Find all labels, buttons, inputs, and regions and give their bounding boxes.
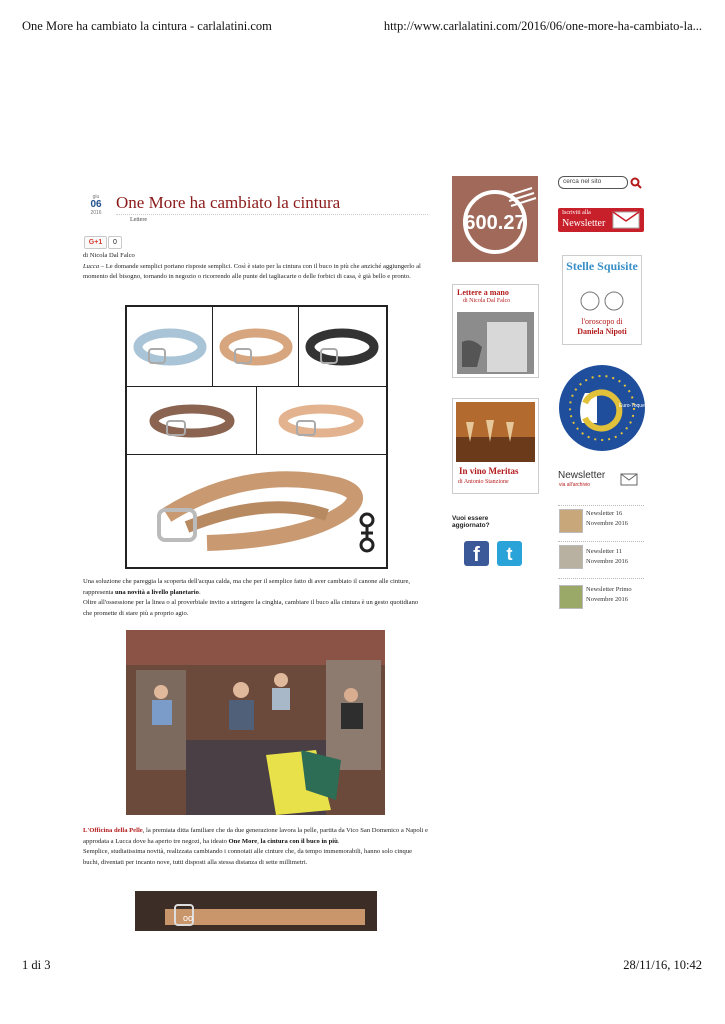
mail-icon[interactable] [620,473,638,486]
belt-photo-large [126,454,387,568]
workshop-photo-image [126,630,385,815]
belt-black-image [299,307,386,387]
officina-link[interactable]: L'Officina della Pelle [83,827,143,834]
article-intro [83,251,428,283]
paragraph-2 [83,577,428,598]
eurotoques-label: Euro-Toques [619,403,647,409]
article-title[interactable]: One More ha cambiato la cintura [116,193,341,212]
paragraph-2-end: . [198,588,201,596]
post-date [86,194,106,216]
belt-tan-image [213,307,299,387]
gplus-button[interactable]: G+1 [84,236,107,249]
belt-photo-light-blue [126,306,214,388]
paragraph-5: Semplice, studiatissima novità, realizzata cambiando i connotati alle cinture che, da tempo immemorabili, hanno solo cinque buchi, diventati per incanto nove, tutti disposti alla stessa distanza di sette millimetri. [83,848,413,866]
paragraph-4-mid: , [257,837,261,845]
newsletter-thumb-2[interactable] [559,545,583,569]
post-date-month: giu [92,194,100,200]
search-placeholder: cerca nel sito [563,178,602,185]
newsletter-2-line1: Newsletter 11 [586,548,623,555]
newsletter-item-1[interactable] [586,509,628,529]
newsletter-item-2[interactable] [586,547,628,567]
paragraph-4-end: . [337,837,340,845]
invino-image [456,402,535,462]
lettere-title: Lettere a mano [457,288,509,297]
invino-title: In vino Meritas [459,466,519,476]
eurotoques-logo[interactable] [557,363,647,453]
belt-natural-image [257,387,386,455]
intro-text: – Le domande semplici portano risposte semplici. Così è stato per la cintura con il buco in più che anziché aggiungerlo al momento del bisogno, tornando in negozio o ricorrendo alle punte del tagliacarte o delle forbici di casa, è già bello e pronto. [83,262,421,281]
belt-closeup-logo: oo [183,913,194,923]
newsletter-divider [558,505,644,506]
paragraph-2-bold: una novità a livello planetario [115,588,199,596]
newsletter-3-line1: Newsletter Primo [586,586,632,593]
newsletter-item-3[interactable] [586,585,632,605]
logo-60027-image [452,176,538,262]
belt-light-blue-image [127,307,213,387]
newsletter-thumb-3[interactable] [559,585,583,609]
ad-lettere-a-mano[interactable] [452,284,539,378]
belt-photo-natural [256,386,387,456]
title-divider [116,214,428,215]
paragraph-4-bold2: la cintura con il buco in più [260,837,338,845]
newsletter-signup-main: Newsletter [562,218,606,229]
article-category[interactable]: Lettere [130,217,147,223]
vuoi-essere-label: Vuoi essere aggiornato? [452,515,490,529]
print-footer-page: 1 di 3 [22,958,51,972]
paragraph-4 [83,826,428,847]
newsletter-2-line2: Novembre 2016 [586,558,629,565]
paragraph-3: Oltre all'ossessione per la linea o al proverbiale invito a stringere la cinghia, cambiare il buco alla cintura è un gesto quotidiano che promette di stare più a proprio agio. [83,599,419,617]
newsletter-signup-banner[interactable] [558,208,644,232]
newsletter-heading: Newsletter [558,470,606,481]
belt-closeup-photo [135,891,377,931]
stelle-sub2: Daniela Nipoti [577,327,627,336]
gplus-count: 0 [108,236,122,249]
post-date-year: 2016 [90,210,102,216]
article-body-1 [83,577,428,619]
newsletter-1-line1: Newsletter 16 [586,510,623,517]
logo-60027[interactable] [452,176,538,262]
belt-photo-brown [126,386,258,456]
post-date-day: 06 [90,199,102,210]
paragraph-2-text: Una soluzione che pareggia la scoperta dell'acqua calda, ma che per il semplice fatto di aver cambiato il canone alle cinture, rappresenta [83,578,411,596]
search-icon[interactable] [630,177,642,189]
print-header-title: One More ha cambiato la cintura - carlalatini.com [22,19,272,33]
logo-60027-text: 600.27 [464,212,526,234]
invino-author: di Antonio Stanzione [458,479,509,485]
stelle-sub1: l'oroscopo di [581,317,623,326]
ad-stelle-squisite[interactable] [562,255,642,345]
belt-photo-tan [212,306,300,388]
newsletter-divider [558,578,644,579]
stelle-title: Stelle Squisite [566,259,638,273]
byline: di Nicola Dal Falco [83,252,135,259]
belt-large-image [127,455,386,567]
intro-place: Lucca [83,262,100,270]
article-body-2 [83,826,428,868]
print-header-url[interactable]: http://www.carlalatini.com/2016/06/one-more-ha-cambiato-la... [383,19,702,33]
newsletter-archive-link[interactable]: via all'archivio [559,482,590,488]
workshop-photo [126,630,385,815]
print-footer-timestamp: 28/11/16, 10:42 [623,958,702,972]
newsletter-1-line2: Novembre 2016 [586,520,629,527]
ad-in-vino-meritas[interactable] [452,398,539,494]
facebook-icon[interactable]: f [464,541,489,566]
newsletter-3-line2: Novembre 2016 [586,596,629,603]
paragraph-4-bold1: One More [228,837,258,845]
belt-closeup-image [135,891,377,931]
lettere-author: di Nicola Dal Falco [463,298,511,304]
belt-photo-black [298,306,387,388]
newsletter-divider [558,541,644,542]
intro-paragraph [83,262,428,283]
newsletter-thumb-1[interactable] [559,509,583,533]
belts-collage [125,305,388,569]
belt-brown-image [127,387,257,455]
search-input[interactable] [558,176,628,189]
envelope-icon [612,211,640,229]
paragraph-4-text: , la premiata ditta familiare che da due generazione lavora la pelle, partita da Vico San Domenico a Napoli e approdata a Lucca dove ha aperto tre negozi, ha ideato [83,827,428,845]
lettere-image [457,312,534,374]
twitter-icon[interactable]: t [497,541,522,566]
newsletter-signup-top: Iscriviti alla [562,210,591,216]
stelle-illustration [575,288,629,314]
